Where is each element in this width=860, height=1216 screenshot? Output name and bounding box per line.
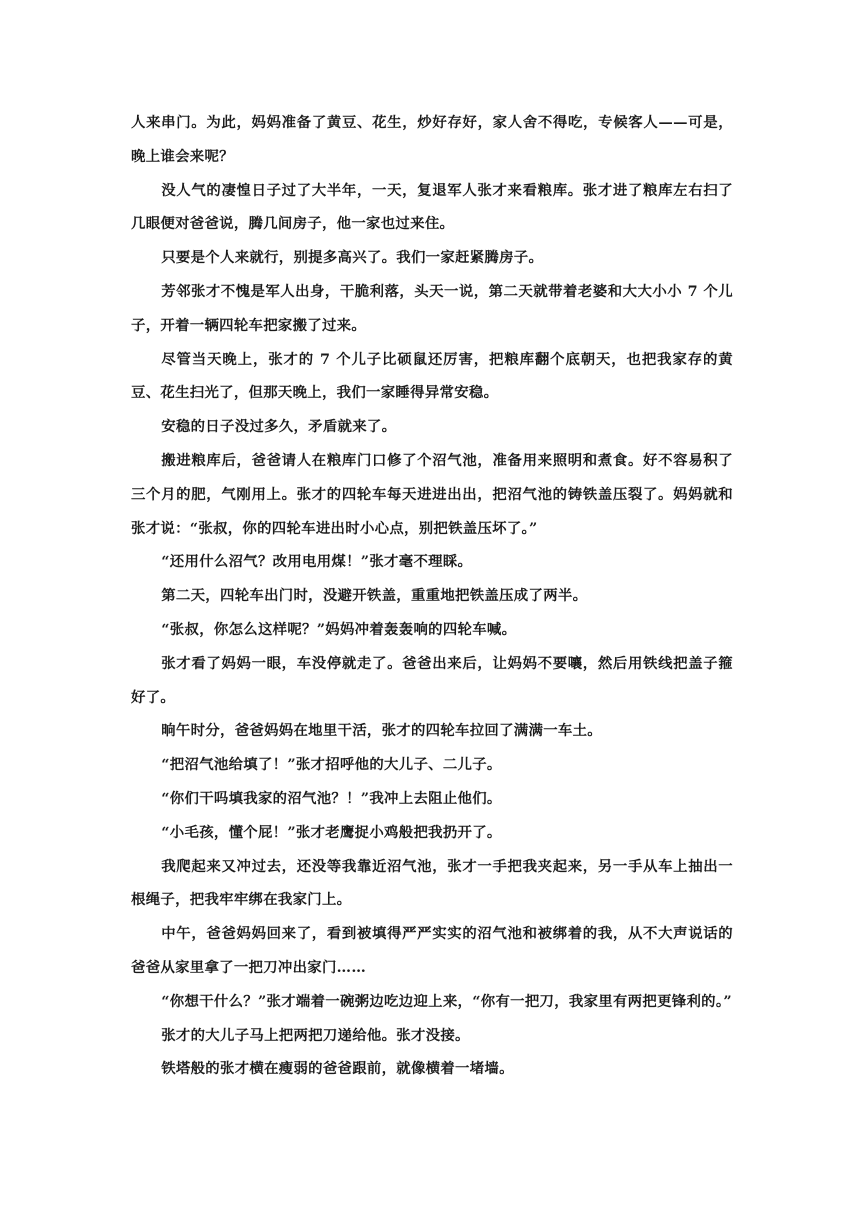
- paragraph-13: “把沼气池给填了！”张才招呼他的大儿子、二儿子。: [161, 756, 502, 774]
- paragraph-20: 铁塔般的张才横在瘦弱的爸爸跟前，就像横着一堵墙。: [161, 1060, 514, 1078]
- paragraph-8: “还用什么沼气？改用电用煤！”张才毫不理睬。: [161, 553, 473, 571]
- paragraph-10: “张叔，你怎么这样呢？”妈妈冲着轰轰响的四轮车喊。: [161, 620, 517, 638]
- paragraph-2: 没人气的凄惶日子过了大半年，一天，复退军人张才来看粮库。张才进了粮库左右扫了几眼便对爸爸说，腾几间房子，他一家也过来住。: [131, 181, 733, 233]
- paragraph-15: “小毛孩，懂个屁！”张才老鹰捉小鸡般把我扔开了。: [161, 823, 502, 841]
- paragraph-14: “你们干吗填我家的沼气池？！”我冲上去阻止他们。: [161, 789, 502, 807]
- paragraph-17: 中午，爸爸妈妈回来了，看到被填得严严实实的沼气池和被绑着的我，从不大声说话的爸爸从家里拿了一把刀冲出家门……: [131, 925, 733, 976]
- paragraph-19: 张才的大儿子马上把两把刀递给他。张才没接。: [161, 1026, 470, 1044]
- paragraph-9: 第二天，四轮车出门时，没避开铁盖，重重地把铁盖压成了两半。: [161, 587, 588, 605]
- paragraph-1: 人来串门。为此，妈妈准备了黄豆、花生，炒好存好，家人舍不得吃，专候客人——可是，晚上谁会来呢？: [131, 114, 733, 165]
- paragraph-11: 张才看了妈妈一眼，车没停就走了。爸爸出来后，让妈妈不要嚷，然后用铁线把盖子箍好了。: [131, 654, 733, 706]
- paragraph-12: 晌午时分，爸爸妈妈在地里干活，张才的四轮车拉回了满满一车土。: [161, 722, 602, 740]
- paragraph-5: 尽管当天晚上，张才的 7 个儿子比硕鼠还厉害，把粮库翻个底朝天，也把我家存的黄豆、花生扫光了，但那天晚上，我们一家睡得异常安稳。: [131, 350, 733, 402]
- paragraph-7: 搬进粮库后，爸爸请人在粮库门口修了个沼气池，准备用来照明和煮食。好不容易积了三个月的肥，气刚用上。张才的四轮车每天进进出出，把沼气池的铸铁盖压裂了。妈妈就和张才说：“张叔，你的四轮车进出时小心点，别把铁盖压坏了。”: [131, 451, 733, 537]
- document-page: [131, 106, 733, 1086]
- paragraph-16: 我爬起来又冲过去，还没等我靠近沼气池，张才一手把我夹起来，另一手从车上抽出一根绳子，把我牢牢绑在我家门上。: [131, 857, 733, 909]
- paragraph-4: 芳邻张才不愧是军人出身，干脆利落，头天一说，第二天就带着老婆和大大小小 7 个儿子，开着一辆四轮车把家搬了过来。: [131, 282, 733, 334]
- paragraph-6: 安稳的日子没过多久，矛盾就来了。: [161, 418, 397, 436]
- paragraph-18: “你想干什么？”张才端着一碗粥边吃边迎上来，“你有一把刀，我家里有两把更锋利的。”: [161, 992, 732, 1010]
- paragraph-3: 只要是个人来就行，别提多高兴了。我们一家赶紧腾房子。: [161, 249, 544, 267]
